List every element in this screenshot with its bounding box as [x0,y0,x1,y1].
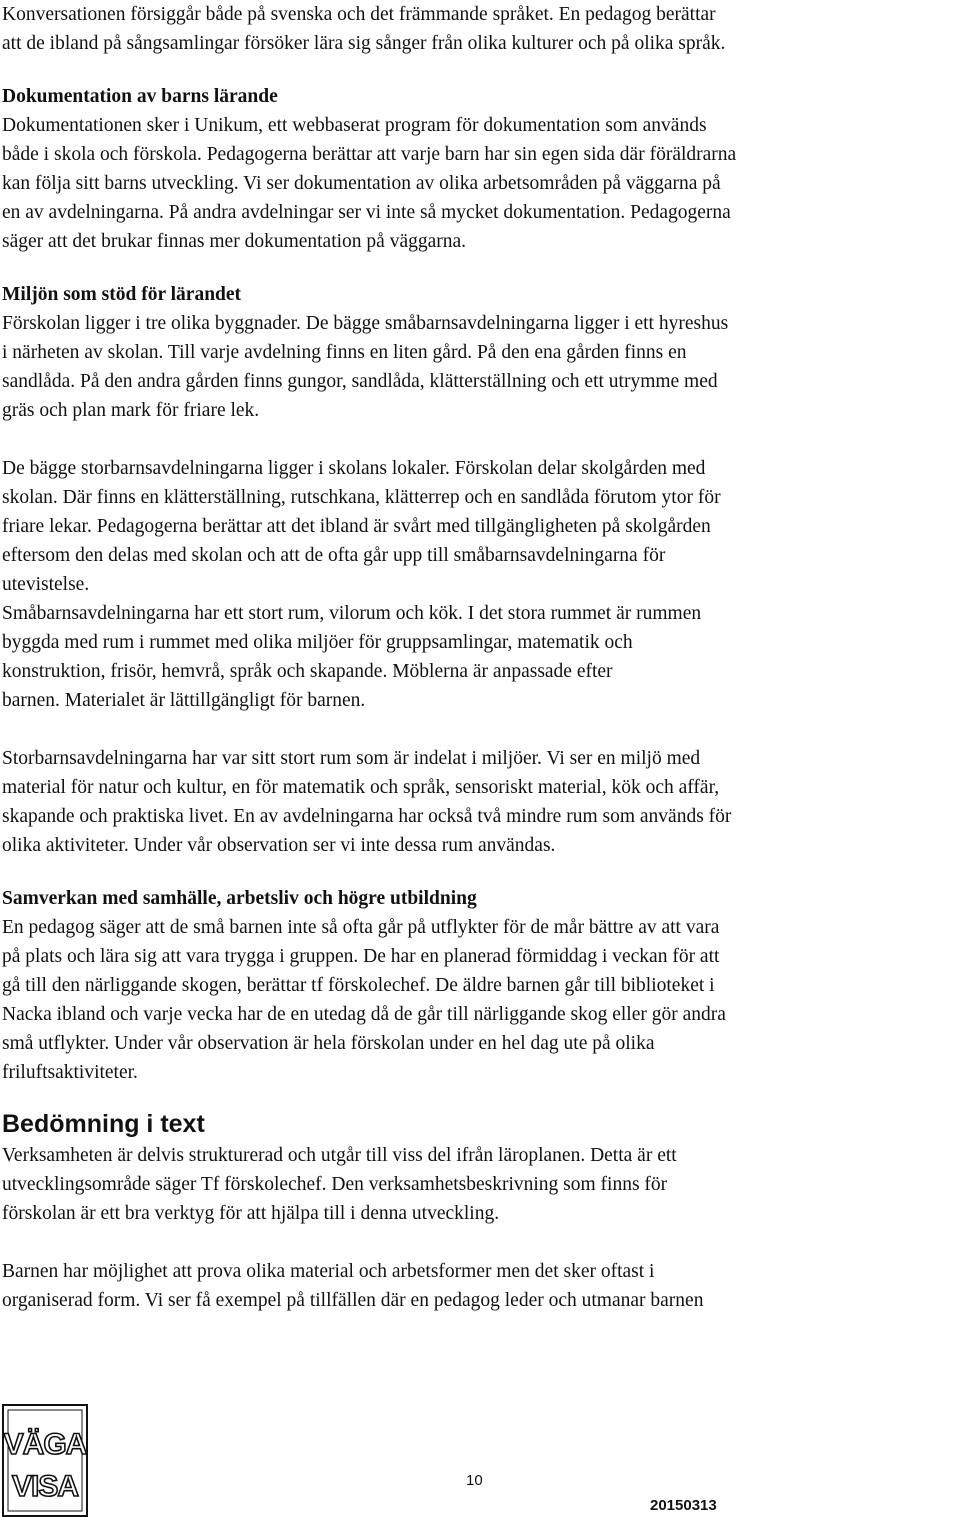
environment-heading: Miljön som stöd för lärandet [2,284,242,305]
cooperation-heading: Samverkan med samhälle, arbetsliv och högre utbildning [2,888,477,909]
assessment-paragraph-2: Barnen har möjlighet att prova olika material och arbetsformer men det sker oftast i organiserad form. Vi ser få exempel på tillfällen där en pedagog leder och utmanar barnen [2,1261,704,1311]
logo-line-1: VÄGA [3,1428,87,1461]
environment-paragraph-4: Storbarnsavdelningarna har var sitt stort rum som är indelat i miljöer. Vi ser en miljö med material för natur och kultur, en för matematik och språk, sensoriskt material, kök och affär, skapande och praktiska livet. En av avdelningarna har också två mindre rum som används för olika aktiviteter. Under vår observation ser vi inte dessa rum användas. [2,748,732,856]
cooperation-paragraph: En pedagog säger att de små barnen inte så ofta går på utflykter för de mår bättre av att vara på plats och lära sig att vara trygga i gruppen. De har en planerad förmiddag i veckan för att gå till den närliggande skogen, berättar tf förskolechef. De äldre barnen går till biblioteket i Nacka ibland och varje vecka har de en utedag då de går till närliggande skog eller gör andra små utflykter. Under vår observation är hela förskolan under en hel dag ute på olika friluftsaktiviteter. [2,917,726,1083]
assessment-paragraph-1: Verksamheten är delvis strukturerad och utgår till viss del ifrån läroplanen. Detta är ett utvecklingsområde säger Tf förskolechef. Den verksamhetsbeskrivning som finns för förskolan är ett bra verktyg för att hjälpa till i denna utveckling. [2,1145,677,1224]
intro-paragraph: Konversationen försiggår både på svenska och det främmande språket. En pedagog berättar att de ibland på sångsamlingar försöker lära sig sånger från olika kulturer och på olika språk. [2,4,726,54]
documentation-heading: Dokumentation av barns lärande [2,86,278,107]
page-number: 10 [466,1472,483,1489]
vaga-visa-logo [2,1404,88,1517]
documentation-paragraph: Dokumentationen sker i Unikum, ett webbaserat program för dokumentation som används både i skola och förskola. Pedagogerna berättar att varje barn har sin egen sida där föräldrarna kan följa sitt barns utveckling. Vi ser dokumentation av olika arbetsområden på väggarna på en av avdelningarna. På andra avdelningar ser vi inte så mycket dokumentation. Pedagogerna säger att det brukar finnas mer dokumentation på väggarna. [2,115,737,252]
assessment-heading: Bedömning i text [2,1110,205,1138]
environment-paragraph-1: Förskolan ligger i tre olika byggnader. De bägge småbarnsavdelningarna ligger i ett hyreshus i närheten av skolan. Till varje avdelning finns en liten gård. På den ena gården finns en sandlåda. På den andra gården finns gungor, sandlåda, klätterställning och ett utrymme med gräs och plan mark för friare lek. [2,313,729,421]
environment-paragraph-3: Småbarnsavdelningarna har ett stort rum, vilorum och kök. I det stora rummet är rummen byggda med rum i rummet med olika miljöer för gruppsamlingar, matematik och konstruktion, frisör, hemvrå, språk och skapande. Möblerna är anpassade efter barnen. Materialet är lättillgängligt för barnen. [2,603,702,711]
logo-line-2: VISA [11,1470,79,1503]
footer-date: 20150313 [650,1497,717,1514]
document-body [2,0,952,1315]
environment-paragraph-2: De bägge storbarnsavdelningarna ligger i skolans lokaler. Förskolan delar skolgården med skolan. Där finns en klätterställning, rutschkana, klätterrep och en sandlåda förutom ytor för friare lekar. Pedagogerna berättar att det ibland är svårt med tillgängligheten på skolgården eftersom den delas med skolan och att de ofta går upp till småbarnsavdelningarna för utevistelse. [2,458,721,595]
